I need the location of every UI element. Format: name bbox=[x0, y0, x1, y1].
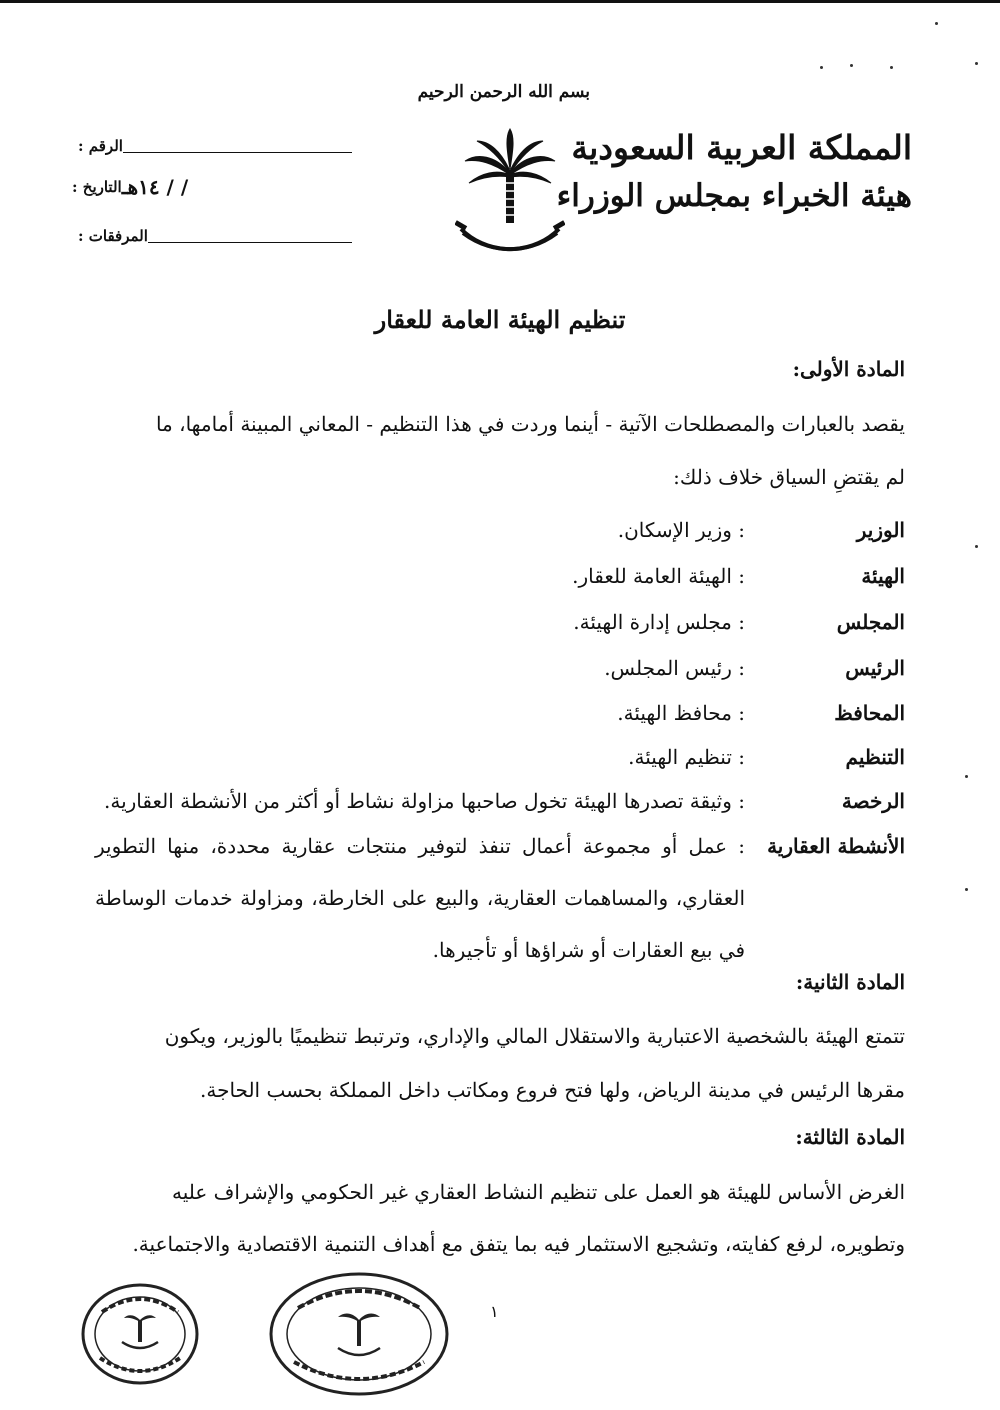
scan-speck bbox=[935, 22, 938, 25]
scan-speck bbox=[975, 545, 978, 548]
reference-number-field bbox=[72, 132, 352, 160]
article-3-line-2: وتطويره، لرفع كفايته، وتشجيع الاستثمار فيه بما يتفق مع أهداف التنمية الاقتصادية والاجتماعية. bbox=[132, 1232, 905, 1256]
top-border-line bbox=[0, 0, 1000, 3]
reference-number-line bbox=[123, 140, 352, 153]
definition-text: : مجلس إدارة الهيئة. bbox=[573, 610, 745, 634]
letterhead-kingdom: المملكة العربية السعودية bbox=[571, 128, 912, 167]
basmala: بسم الله الرحمن الرحيم bbox=[417, 82, 590, 102]
scan-speck bbox=[820, 66, 823, 69]
secretariat-seal-stamp-icon bbox=[80, 1282, 200, 1386]
palm-swords-emblem-icon bbox=[455, 125, 565, 265]
bureau-seal-stamp-icon bbox=[268, 1270, 450, 1398]
scan-speck bbox=[890, 66, 893, 69]
scan-speck bbox=[850, 64, 853, 67]
definition-term: الهيئة bbox=[861, 564, 905, 588]
attachments-field bbox=[72, 222, 352, 250]
definition-text: : الهيئة العامة للعقار. bbox=[572, 564, 745, 588]
reference-number-label: الرقم : bbox=[78, 137, 123, 155]
definition-text: : رئيس المجلس. bbox=[604, 656, 745, 680]
definition-term: المجلس bbox=[836, 610, 905, 634]
definition-term: الوزير bbox=[856, 518, 905, 542]
definition-text: : وثيقة تصدرها الهيئة تخول صاحبها مزاولة نشاط أو أكثر من الأنشطة العقارية. bbox=[103, 789, 745, 813]
definition-text: : وزير الإسكان. bbox=[617, 518, 745, 542]
date-field bbox=[72, 172, 352, 202]
document-title: تنظيم الهيئة العامة للعقار bbox=[374, 305, 626, 334]
definition-text: : محافظ الهيئة. bbox=[617, 701, 745, 725]
definition-text: : عمل أو مجموعة أعمال تنفذ لتوفير منتجات عقارية محددة، منها التطوير العقاري، والمساهمات العقارية، والبيع على الخارطة، ومزاولة خدمات الوساطة في بيع العقارات أو شراؤها أو تأجيرها. bbox=[95, 834, 745, 962]
definition-term: الرئيس bbox=[845, 656, 905, 680]
definition-term: التنظيم bbox=[845, 745, 905, 769]
definition-term: الرخصة bbox=[841, 789, 905, 813]
article-3-line-1: الغرض الأساس للهيئة هو العمل على تنظيم النشاط العقاري غير الحكومي والإشراف عليه bbox=[171, 1180, 905, 1204]
article-1-intro-line-2: لم يقتضِ السياق خلاف ذلك: bbox=[673, 465, 905, 489]
letterhead-bureau: هيئة الخبراء بمجلس الوزراء bbox=[556, 178, 912, 214]
article-3-heading: المادة الثالثة: bbox=[795, 1125, 905, 1149]
date-label: التاريخ : bbox=[72, 178, 122, 196]
definition-text: : تنظيم الهيئة. bbox=[628, 745, 745, 769]
scan-speck bbox=[965, 888, 968, 891]
article-2-line-1: تتمتع الهيئة بالشخصية الاعتبارية والاستقلال المالي والإداري، وترتبط تنظيميًا بالوزير، ويكون bbox=[164, 1024, 905, 1048]
page-number: ١ bbox=[490, 1302, 499, 1321]
attachments-label: المرفقات : bbox=[78, 227, 148, 245]
article-1-heading: المادة الأولى: bbox=[792, 357, 905, 381]
attachments-line bbox=[148, 230, 352, 243]
definition-term: الأنشطة العقارية bbox=[767, 834, 905, 858]
scan-speck bbox=[965, 775, 968, 778]
definition-term: المحافظ bbox=[834, 701, 905, 725]
article-1-intro-line-1: يقصد بالعبارات والمصطلحات الآتية - أينما وردت في هذا التنظيم - المعاني المبينة أمامها، ما bbox=[155, 412, 905, 436]
date-value: / / ١٤هـ bbox=[121, 175, 189, 199]
article-2-heading: المادة الثانية: bbox=[795, 970, 905, 994]
article-2-line-2: مقرها الرئيس في مدينة الرياض، ولها فتح فروع ومكاتب داخل المملكة بحسب الحاجة. bbox=[200, 1078, 905, 1102]
scan-speck bbox=[975, 62, 978, 65]
